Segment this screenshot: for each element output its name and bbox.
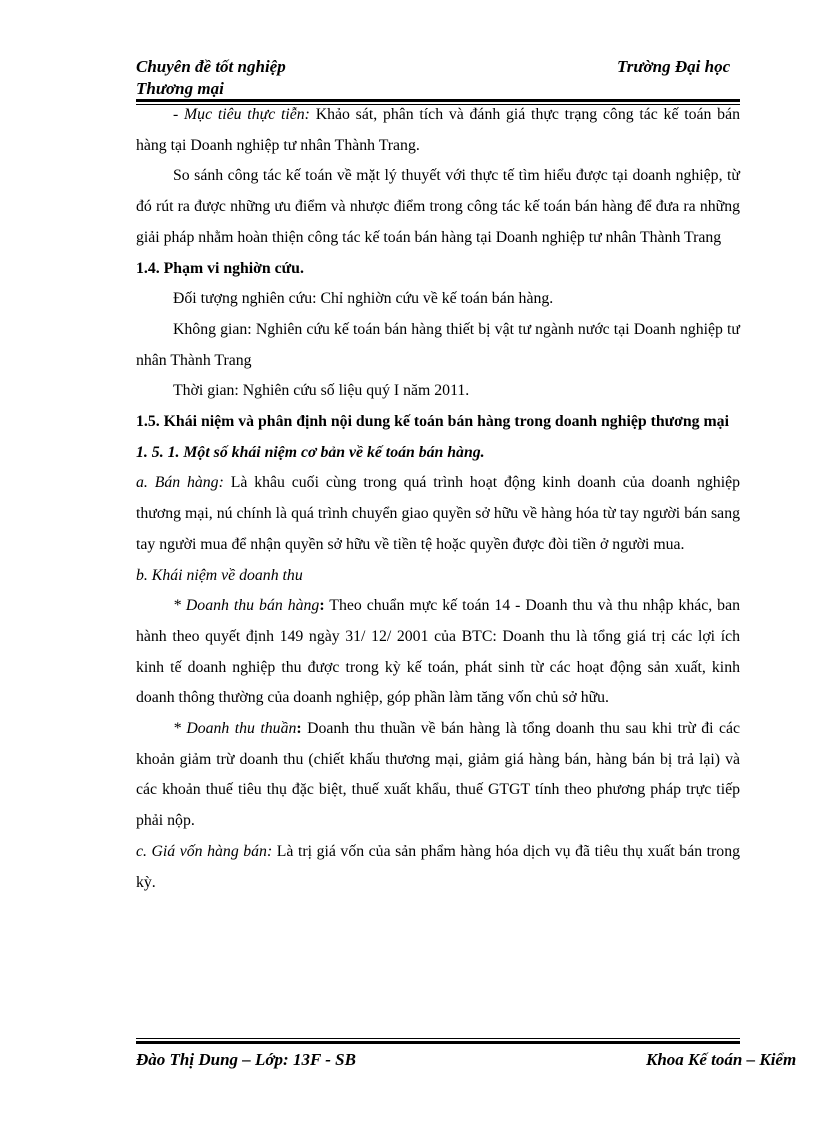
header-title-line2: Thương mại: [136, 79, 224, 98]
footer-rule-thick: [136, 1041, 740, 1044]
net-revenue-label: * Doanh thu thuần: [173, 720, 297, 738]
footer-rule-thin: [136, 1038, 740, 1039]
paragraph-cost-of-goods: [136, 837, 740, 898]
practical-objective-label: - Mục tiêu thực tiễn:: [173, 106, 310, 123]
page-footer-right: Khoa Kế toán – Kiểm: [646, 1050, 797, 1069]
paragraph-research-object: Đối tượng nghiên cứu: Chỉ nghiờn cứu về kế toán bán hàng.: [173, 290, 554, 308]
heading-1-5-1: 1. 5. 1. Một số khái niệm cơ bản về kế toán bán hàng.: [136, 443, 485, 461]
page-footer-left: Đào Thị Dung – Lớp: 13F - SB: [136, 1050, 356, 1069]
document-body: [136, 100, 740, 898]
paragraph-revenue-concept: b. Khái niệm về doanh thu: [136, 566, 303, 584]
header-title-line1: Chuyên đề tốt nghiệp: [136, 57, 286, 76]
net-revenue-text: Doanh thu thuần về bán hàng là tổng doanh thu sau khi trừ đi các khoản giảm trừ doanh thu (chiết khấu thương mại, giảm giá hàng bán, hàng bán bị trả lại) và các khoản thuế tiêu thụ đặc biệt, thuế xuất khẩu, thuế GTGT tính theo phương pháp trực tiếp phải nộp.: [136, 720, 740, 830]
paragraph-sales: [136, 468, 740, 560]
paragraph-sales-revenue: [136, 591, 740, 714]
paragraph-research-time: Thời gian: Nghiên cứu số liệu quý I năm 2011.: [173, 382, 470, 400]
heading-1-4: 1.4. Phạm vi nghiờn cứu.: [136, 259, 304, 277]
sales-revenue-text: Theo chuẩn mực kế toán 14 - Doanh thu và thu nhập khác, ban hành theo quyết định 149 ngày 31/ 12/ 2001 của BTC: Doanh thu là tổng giá trị các lợi ích kinh tế doanh nghiệp thu được trong kỳ kế toán, phát sinh từ các hoạt động sản xuất, kinh doanh thông thường của doanh nghiệp, góp phần làm tăng vốn chủ sở hữu.: [136, 597, 740, 707]
paragraph-practical-objective: [136, 100, 740, 161]
cost-of-goods-text: Là trị giá vốn của sản phẩm hàng hóa dịch vụ đã tiêu thụ xuất bán trong kỳ.: [136, 842, 740, 891]
page-header-right: Trường Đại học: [617, 57, 731, 76]
paragraph-comparison: So sánh công tác kế toán về mặt lý thuyết với thực tế tìm hiểu được tại doanh nghiệp, từ đó rút ra được những ưu điểm và nhược điểm trong công tác kế toán bán hàng để đưa ra những giải pháp nhằm hoàn thiện công tác kế toán bán hàng tại Doanh nghiệp tư nhân Thành Trang: [136, 167, 740, 246]
sales-revenue-colon: :: [319, 597, 325, 615]
paragraph-research-space: Không gian: Nghiên cứu kế toán bán hàng thiết bị vật tư ngành nước tại Doanh nghiệp tư nhân Thành Trang: [136, 320, 740, 369]
page-header-left: [136, 56, 286, 100]
net-revenue-colon: :: [296, 720, 302, 738]
sales-revenue-label: * Doanh thu bán hàng: [173, 597, 320, 615]
sales-label: a. Bán hàng:: [136, 474, 224, 492]
sales-text: Là khâu cuối cùng trong quá trình hoạt động kinh doanh của doanh nghiệp thương mại, nú chính là quá trình chuyển giao quyền sở hữu về hàng hóa từ tay người bán sang tay người mua để nhận quyền sở hữu về tiền tệ hoặc quyền được đòi tiền ở người mua.: [136, 474, 741, 553]
practical-objective-text: Khảo sát, phân tích và đánh giá thực trạng công tác kế toán bán hàng tại Doanh nghiệp tư nhân Thành Trang.: [136, 106, 740, 154]
heading-1-5: 1.5. Khái niệm và phân định nội dung kế toán bán hàng trong doanh nghiệp thương mại: [136, 413, 729, 431]
paragraph-net-revenue: [136, 714, 740, 837]
cost-of-goods-label: c. Giá vốn hàng bán:: [136, 842, 273, 860]
